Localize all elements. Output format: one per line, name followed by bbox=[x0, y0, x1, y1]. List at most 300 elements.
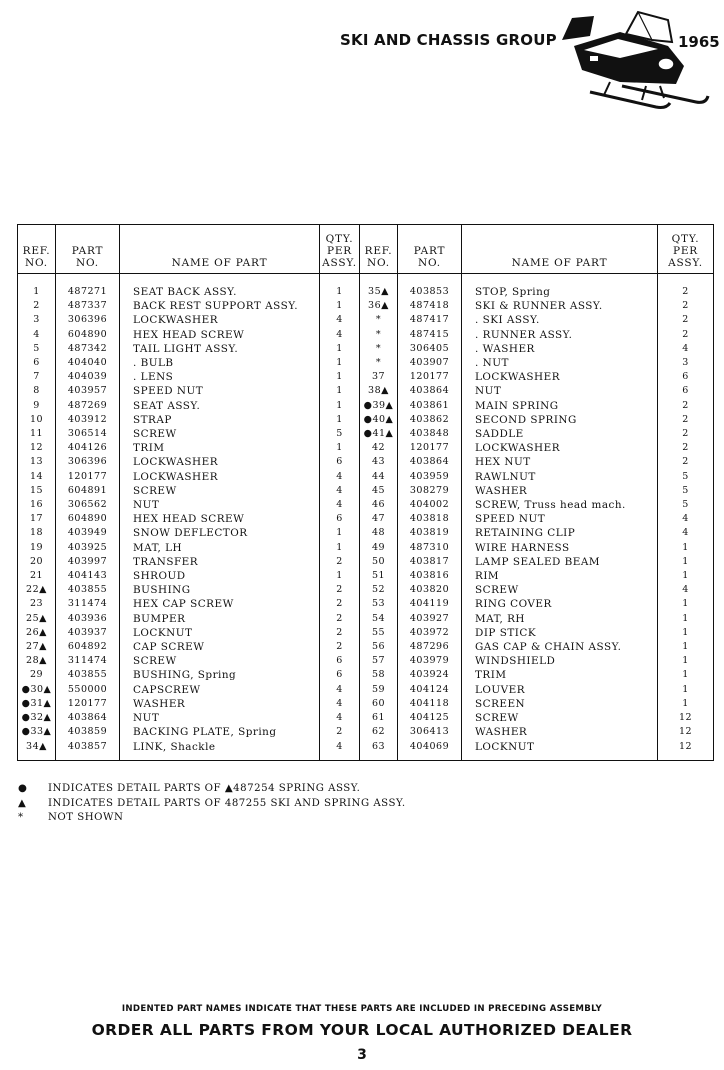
qty-cell: 1 bbox=[658, 640, 714, 654]
part-number-cell: 487342 bbox=[56, 342, 120, 356]
part-number-cell: 306514 bbox=[56, 427, 120, 441]
order-notice: ORDER ALL PARTS FROM YOUR LOCAL AUTHORIZED DEALER bbox=[91, 1021, 633, 1039]
part-name-cell: SEAT ASSY. bbox=[120, 399, 320, 413]
part-number-cell: 604890 bbox=[56, 512, 120, 526]
ref-cell: 17 bbox=[18, 512, 56, 526]
table-row bbox=[18, 555, 714, 569]
part-name-cell: RING COVER bbox=[462, 597, 658, 611]
ref-cell: 58 bbox=[360, 668, 398, 682]
part-number-cell: 120177 bbox=[56, 470, 120, 484]
ref-cell: 2 bbox=[18, 299, 56, 313]
qty-cell: 4 bbox=[320, 313, 360, 327]
part-name-cell: . BULB bbox=[120, 356, 320, 370]
table-row bbox=[18, 399, 714, 413]
part-number-cell: 403924 bbox=[398, 668, 462, 682]
ref-cell: 61 bbox=[360, 711, 398, 725]
part-number-cell: 404040 bbox=[56, 356, 120, 370]
table-row bbox=[18, 484, 714, 498]
qty-cell: 2 bbox=[658, 299, 714, 313]
table-row bbox=[18, 512, 714, 526]
ref-cell: 5 bbox=[18, 342, 56, 356]
part-number-cell: 403864 bbox=[398, 384, 462, 398]
part-name-cell: SCREW bbox=[462, 583, 658, 597]
part-number-cell: 308279 bbox=[398, 484, 462, 498]
ref-cell: * bbox=[360, 356, 398, 370]
table-row bbox=[18, 654, 714, 668]
qty-cell: 2 bbox=[320, 612, 360, 626]
part-number-cell: 403972 bbox=[398, 626, 462, 640]
qty-cell: 6 bbox=[658, 384, 714, 398]
ref-cell: 44 bbox=[360, 470, 398, 484]
part-name-cell: . LENS bbox=[120, 370, 320, 384]
qty-cell: 1 bbox=[320, 541, 360, 555]
header-qty: QTY. PER ASSY. bbox=[320, 225, 360, 274]
ref-cell: 50 bbox=[360, 555, 398, 569]
ref-cell: 56 bbox=[360, 640, 398, 654]
part-number-cell: 311474 bbox=[56, 654, 120, 668]
qty-cell: 2 bbox=[658, 313, 714, 327]
part-name-cell: HEX NUT bbox=[462, 455, 658, 469]
part-name-cell: NUT bbox=[120, 711, 320, 725]
ref-cell: * bbox=[360, 328, 398, 342]
ref-cell: 29 bbox=[18, 668, 56, 682]
part-number-cell: 403817 bbox=[398, 555, 462, 569]
qty-cell: 2 bbox=[320, 626, 360, 640]
ref-cell: 51 bbox=[360, 569, 398, 583]
part-number-cell: 120177 bbox=[56, 697, 120, 711]
part-number-cell: 487417 bbox=[398, 313, 462, 327]
part-name-cell: LOUVER bbox=[462, 683, 658, 697]
part-number-cell: 403855 bbox=[56, 583, 120, 597]
table-row bbox=[18, 384, 714, 398]
qty-cell: 2 bbox=[658, 413, 714, 427]
qty-cell: 4 bbox=[320, 484, 360, 498]
ref-cell: 1 bbox=[18, 274, 56, 300]
qty-cell: 1 bbox=[320, 274, 360, 300]
part-name-cell: SHROUD bbox=[120, 569, 320, 583]
parts-table bbox=[17, 224, 714, 761]
qty-cell: 4 bbox=[658, 342, 714, 356]
ref-cell: 9 bbox=[18, 399, 56, 413]
part-name-cell: BUSHING bbox=[120, 583, 320, 597]
qty-cell: 1 bbox=[320, 370, 360, 384]
part-name-cell: NUT bbox=[462, 384, 658, 398]
qty-cell: 4 bbox=[320, 470, 360, 484]
legend-text: INDICATES DETAIL PARTS OF 487255 SKI AND SPRING ASSY. bbox=[48, 797, 406, 809]
ref-cell: 3 bbox=[18, 313, 56, 327]
qty-cell: 6 bbox=[320, 512, 360, 526]
qty-cell: 1 bbox=[658, 597, 714, 611]
ref-cell: 25▲ bbox=[18, 612, 56, 626]
part-name-cell: WASHER bbox=[462, 484, 658, 498]
part-name-cell: RETAINING CLIP bbox=[462, 526, 658, 540]
ref-cell: ●33▲ bbox=[18, 725, 56, 739]
table-row bbox=[18, 356, 714, 370]
qty-cell: 5 bbox=[320, 427, 360, 441]
part-name-cell: TRIM bbox=[462, 668, 658, 682]
part-name-cell: SKI & RUNNER ASSY. bbox=[462, 299, 658, 313]
ref-cell: 57 bbox=[360, 654, 398, 668]
part-name-cell: BUMPER bbox=[120, 612, 320, 626]
table-row bbox=[18, 583, 714, 597]
table-row bbox=[18, 470, 714, 484]
part-name-cell: SCREW bbox=[462, 711, 658, 725]
ref-cell: 26▲ bbox=[18, 626, 56, 640]
header-name-of-part: NAME OF PART bbox=[120, 225, 320, 274]
qty-cell: 4 bbox=[320, 711, 360, 725]
ref-cell: 12 bbox=[18, 441, 56, 455]
part-name-cell: TAIL LIGHT ASSY. bbox=[120, 342, 320, 356]
ref-cell: 46 bbox=[360, 498, 398, 512]
legend-symbol: ● bbox=[18, 783, 28, 794]
part-number-cell: 120177 bbox=[398, 370, 462, 384]
legend bbox=[17, 782, 406, 826]
table-row bbox=[18, 612, 714, 626]
part-number-cell: 403936 bbox=[56, 612, 120, 626]
part-number-cell: 306396 bbox=[56, 455, 120, 469]
table-row bbox=[18, 498, 714, 512]
table-header-row bbox=[18, 225, 714, 274]
part-number-cell: 403937 bbox=[56, 626, 120, 640]
part-number-cell: 403859 bbox=[56, 725, 120, 739]
part-name-cell: LAMP SEALED BEAM bbox=[462, 555, 658, 569]
legend-symbol: * bbox=[18, 812, 24, 823]
ref-cell: ●41▲ bbox=[360, 427, 398, 441]
qty-cell: 6 bbox=[320, 654, 360, 668]
model-year: 1965 bbox=[678, 33, 720, 51]
part-name-cell: WASHER bbox=[462, 725, 658, 739]
table-row bbox=[18, 455, 714, 469]
part-name-cell: SECOND SPRING bbox=[462, 413, 658, 427]
header-ref-no: REF. NO. bbox=[360, 225, 398, 274]
ref-cell: 59 bbox=[360, 683, 398, 697]
ref-cell: 42 bbox=[360, 441, 398, 455]
ref-cell: * bbox=[360, 342, 398, 356]
qty-cell: 12 bbox=[658, 711, 714, 725]
part-number-cell: 403816 bbox=[398, 569, 462, 583]
table-row bbox=[18, 427, 714, 441]
part-number-cell: 403949 bbox=[56, 526, 120, 540]
part-name-cell: LINK, Shackle bbox=[120, 740, 320, 761]
ref-cell: 13 bbox=[18, 455, 56, 469]
ref-cell: 19 bbox=[18, 541, 56, 555]
part-number-cell: 403997 bbox=[56, 555, 120, 569]
qty-cell: 4 bbox=[658, 512, 714, 526]
part-number-cell: 403959 bbox=[398, 470, 462, 484]
table-row bbox=[18, 597, 714, 611]
qty-cell: 4 bbox=[320, 683, 360, 697]
part-number-cell: 487415 bbox=[398, 328, 462, 342]
part-number-cell: 403864 bbox=[56, 711, 120, 725]
table-row bbox=[18, 526, 714, 540]
qty-cell: 2 bbox=[658, 399, 714, 413]
part-name-cell: CAP SCREW bbox=[120, 640, 320, 654]
ref-cell: 18 bbox=[18, 526, 56, 540]
part-number-cell: 311474 bbox=[56, 597, 120, 611]
ref-cell: 49 bbox=[360, 541, 398, 555]
part-number-cell: 404124 bbox=[398, 683, 462, 697]
part-name-cell: LOCKWASHER bbox=[120, 313, 320, 327]
part-number-cell: 403853 bbox=[398, 274, 462, 300]
part-name-cell: TRANSFER bbox=[120, 555, 320, 569]
legend-text: INDICATES DETAIL PARTS OF ▲487254 SPRING ASSY. bbox=[48, 783, 361, 794]
part-number-cell: 403819 bbox=[398, 526, 462, 540]
qty-cell: 4 bbox=[658, 583, 714, 597]
part-name-cell: SCREW bbox=[120, 484, 320, 498]
part-number-cell: 306413 bbox=[398, 725, 462, 739]
table-row bbox=[18, 626, 714, 640]
part-number-cell: 604890 bbox=[56, 328, 120, 342]
qty-cell: 1 bbox=[320, 356, 360, 370]
ref-cell: 52 bbox=[360, 583, 398, 597]
qty-cell: 2 bbox=[320, 725, 360, 739]
snowmobile-illustration bbox=[560, 6, 710, 118]
table-row bbox=[18, 413, 714, 427]
qty-cell: 4 bbox=[320, 498, 360, 512]
ref-cell: 35▲ bbox=[360, 274, 398, 300]
part-number-cell: 403862 bbox=[398, 413, 462, 427]
qty-cell: 1 bbox=[658, 683, 714, 697]
legend-item bbox=[17, 811, 406, 826]
part-name-cell: . SKI ASSY. bbox=[462, 313, 658, 327]
ref-cell: 54 bbox=[360, 612, 398, 626]
part-name-cell: HEX HEAD SCREW bbox=[120, 328, 320, 342]
part-name-cell: CAPSCREW bbox=[120, 683, 320, 697]
legend-item bbox=[17, 782, 406, 797]
qty-cell: 6 bbox=[320, 668, 360, 682]
qty-cell: 2 bbox=[320, 597, 360, 611]
part-name-cell: MAT, RH bbox=[462, 612, 658, 626]
part-name-cell: . NUT bbox=[462, 356, 658, 370]
part-name-cell: SCREW bbox=[120, 427, 320, 441]
part-name-cell: LOCKWASHER bbox=[120, 455, 320, 469]
part-name-cell: STRAP bbox=[120, 413, 320, 427]
legend-item bbox=[17, 797, 406, 812]
ref-cell: 53 bbox=[360, 597, 398, 611]
part-name-cell: SPEED NUT bbox=[462, 512, 658, 526]
qty-cell: 1 bbox=[320, 441, 360, 455]
qty-cell: 1 bbox=[320, 384, 360, 398]
qty-cell: 4 bbox=[320, 328, 360, 342]
qty-cell: 2 bbox=[658, 427, 714, 441]
indented-parts-note: INDENTED PART NAMES INDICATE THAT THESE PARTS ARE INCLUDED IN PRECEDING ASSEMBLY bbox=[121, 1004, 603, 1014]
part-name-cell: SCREEN bbox=[462, 697, 658, 711]
qty-cell: 1 bbox=[320, 299, 360, 313]
qty-cell: 2 bbox=[658, 441, 714, 455]
ref-cell: ●30▲ bbox=[18, 683, 56, 697]
ref-cell: 27▲ bbox=[18, 640, 56, 654]
part-name-cell: LOCKWASHER bbox=[462, 441, 658, 455]
part-number-cell: 403848 bbox=[398, 427, 462, 441]
ref-cell: 55 bbox=[360, 626, 398, 640]
ref-cell: 36▲ bbox=[360, 299, 398, 313]
part-name-cell: LOCKWASHER bbox=[462, 370, 658, 384]
ref-cell: 38▲ bbox=[360, 384, 398, 398]
part-number-cell: 404039 bbox=[56, 370, 120, 384]
ref-cell: 15 bbox=[18, 484, 56, 498]
ref-cell: 22▲ bbox=[18, 583, 56, 597]
ref-cell: 6 bbox=[18, 356, 56, 370]
part-name-cell: SCREW, Truss head mach. bbox=[462, 498, 658, 512]
ref-cell: ●40▲ bbox=[360, 413, 398, 427]
qty-cell: 3 bbox=[658, 356, 714, 370]
part-name-cell: MAIN SPRING bbox=[462, 399, 658, 413]
part-number-cell: 404002 bbox=[398, 498, 462, 512]
table-row bbox=[18, 313, 714, 327]
header-ref-no: REF. NO. bbox=[18, 225, 56, 274]
header-name-of-part: NAME OF PART bbox=[462, 225, 658, 274]
part-name-cell: WIRE HARNESS bbox=[462, 541, 658, 555]
qty-cell: 6 bbox=[320, 455, 360, 469]
part-name-cell: RIM bbox=[462, 569, 658, 583]
part-number-cell: 487269 bbox=[56, 399, 120, 413]
part-name-cell: BACK REST SUPPORT ASSY. bbox=[120, 299, 320, 313]
table-row bbox=[18, 441, 714, 455]
qty-cell: 5 bbox=[658, 498, 714, 512]
part-name-cell: NUT bbox=[120, 498, 320, 512]
part-number-cell: 120177 bbox=[398, 441, 462, 455]
part-name-cell: WASHER bbox=[120, 697, 320, 711]
part-name-cell: . RUNNER ASSY. bbox=[462, 328, 658, 342]
ref-cell: 8 bbox=[18, 384, 56, 398]
part-number-cell: 403857 bbox=[56, 740, 120, 761]
qty-cell: 1 bbox=[320, 399, 360, 413]
ref-cell: 60 bbox=[360, 697, 398, 711]
table-row bbox=[18, 683, 714, 697]
parts-table-body bbox=[18, 274, 714, 761]
part-number-cell: 604892 bbox=[56, 640, 120, 654]
ref-cell: 11 bbox=[18, 427, 56, 441]
part-name-cell: RAWLNUT bbox=[462, 470, 658, 484]
ref-cell: 34▲ bbox=[18, 740, 56, 761]
qty-cell: 1 bbox=[320, 569, 360, 583]
qty-cell: 2 bbox=[658, 328, 714, 342]
qty-cell: 1 bbox=[320, 413, 360, 427]
part-name-cell: SNOW DEFLECTOR bbox=[120, 526, 320, 540]
part-number-cell: 306396 bbox=[56, 313, 120, 327]
part-number-cell: 404125 bbox=[398, 711, 462, 725]
qty-cell: 1 bbox=[658, 697, 714, 711]
ref-cell: 37 bbox=[360, 370, 398, 384]
part-number-cell: 404119 bbox=[398, 597, 462, 611]
table-row bbox=[18, 370, 714, 384]
part-name-cell: TRIM bbox=[120, 441, 320, 455]
part-number-cell: 404126 bbox=[56, 441, 120, 455]
ref-cell: 16 bbox=[18, 498, 56, 512]
ref-cell: 7 bbox=[18, 370, 56, 384]
ref-cell: ●31▲ bbox=[18, 697, 56, 711]
part-name-cell: SPEED NUT bbox=[120, 384, 320, 398]
ref-cell: 23 bbox=[18, 597, 56, 611]
part-name-cell: LOCKWASHER bbox=[120, 470, 320, 484]
part-number-cell: 403979 bbox=[398, 654, 462, 668]
part-number-cell: 487418 bbox=[398, 299, 462, 313]
part-name-cell: GAS CAP & CHAIN ASSY. bbox=[462, 640, 658, 654]
ref-cell: 10 bbox=[18, 413, 56, 427]
table-row bbox=[18, 640, 714, 654]
part-number-cell: 403820 bbox=[398, 583, 462, 597]
ref-cell: 63 bbox=[360, 740, 398, 761]
qty-cell: 1 bbox=[320, 342, 360, 356]
header-part-no: PART NO. bbox=[56, 225, 120, 274]
qty-cell: 6 bbox=[658, 370, 714, 384]
part-number-cell: 487337 bbox=[56, 299, 120, 313]
qty-cell: 12 bbox=[658, 740, 714, 761]
part-number-cell: 403861 bbox=[398, 399, 462, 413]
part-name-cell: STOP, Spring bbox=[462, 274, 658, 300]
table-row bbox=[18, 569, 714, 583]
table-row bbox=[18, 740, 714, 761]
part-number-cell: 306405 bbox=[398, 342, 462, 356]
part-name-cell: SADDLE bbox=[462, 427, 658, 441]
table-row bbox=[18, 274, 714, 300]
qty-cell: 1 bbox=[658, 612, 714, 626]
part-number-cell: 306562 bbox=[56, 498, 120, 512]
ref-cell: 20 bbox=[18, 555, 56, 569]
part-name-cell: LOCKNUT bbox=[120, 626, 320, 640]
qty-cell: 5 bbox=[658, 470, 714, 484]
part-number-cell: 403907 bbox=[398, 356, 462, 370]
ref-cell: 14 bbox=[18, 470, 56, 484]
ref-cell: 21 bbox=[18, 569, 56, 583]
part-number-cell: 404069 bbox=[398, 740, 462, 761]
part-number-cell: 550000 bbox=[56, 683, 120, 697]
ref-cell: 62 bbox=[360, 725, 398, 739]
part-number-cell: 487310 bbox=[398, 541, 462, 555]
page-number: 3 bbox=[357, 1047, 367, 1063]
ref-cell: 45 bbox=[360, 484, 398, 498]
part-number-cell: 403912 bbox=[56, 413, 120, 427]
table-row bbox=[18, 328, 714, 342]
part-number-cell: 404143 bbox=[56, 569, 120, 583]
part-name-cell: HEX CAP SCREW bbox=[120, 597, 320, 611]
part-name-cell: SEAT BACK ASSY. bbox=[120, 274, 320, 300]
ref-cell: ●32▲ bbox=[18, 711, 56, 725]
part-number-cell: 403855 bbox=[56, 668, 120, 682]
part-name-cell: . WASHER bbox=[462, 342, 658, 356]
qty-cell: 2 bbox=[320, 640, 360, 654]
part-name-cell: LOCKNUT bbox=[462, 740, 658, 761]
legend-text: NOT SHOWN bbox=[48, 812, 124, 823]
ref-cell: * bbox=[360, 313, 398, 327]
qty-cell: 2 bbox=[658, 455, 714, 469]
qty-cell: 5 bbox=[658, 484, 714, 498]
qty-cell: 1 bbox=[658, 668, 714, 682]
ref-cell: 4 bbox=[18, 328, 56, 342]
part-name-cell: MAT, LH bbox=[120, 541, 320, 555]
part-number-cell: 487271 bbox=[56, 274, 120, 300]
qty-cell: 4 bbox=[658, 526, 714, 540]
qty-cell: 2 bbox=[320, 583, 360, 597]
table-row bbox=[18, 697, 714, 711]
ref-cell: 28▲ bbox=[18, 654, 56, 668]
header-part-no: PART NO. bbox=[398, 225, 462, 274]
part-name-cell: WINDSHIELD bbox=[462, 654, 658, 668]
qty-cell: 4 bbox=[320, 697, 360, 711]
part-name-cell: SCREW bbox=[120, 654, 320, 668]
qty-cell: 1 bbox=[658, 569, 714, 583]
part-name-cell: BUSHING, Spring bbox=[120, 668, 320, 682]
table-row bbox=[18, 299, 714, 313]
qty-cell: 1 bbox=[658, 626, 714, 640]
table-row bbox=[18, 668, 714, 682]
table-row bbox=[18, 541, 714, 555]
part-number-cell: 403864 bbox=[398, 455, 462, 469]
part-number-cell: 403925 bbox=[56, 541, 120, 555]
group-title: SKI AND CHASSIS GROUP bbox=[340, 31, 557, 49]
part-number-cell: 403927 bbox=[398, 612, 462, 626]
ref-cell: ●39▲ bbox=[360, 399, 398, 413]
